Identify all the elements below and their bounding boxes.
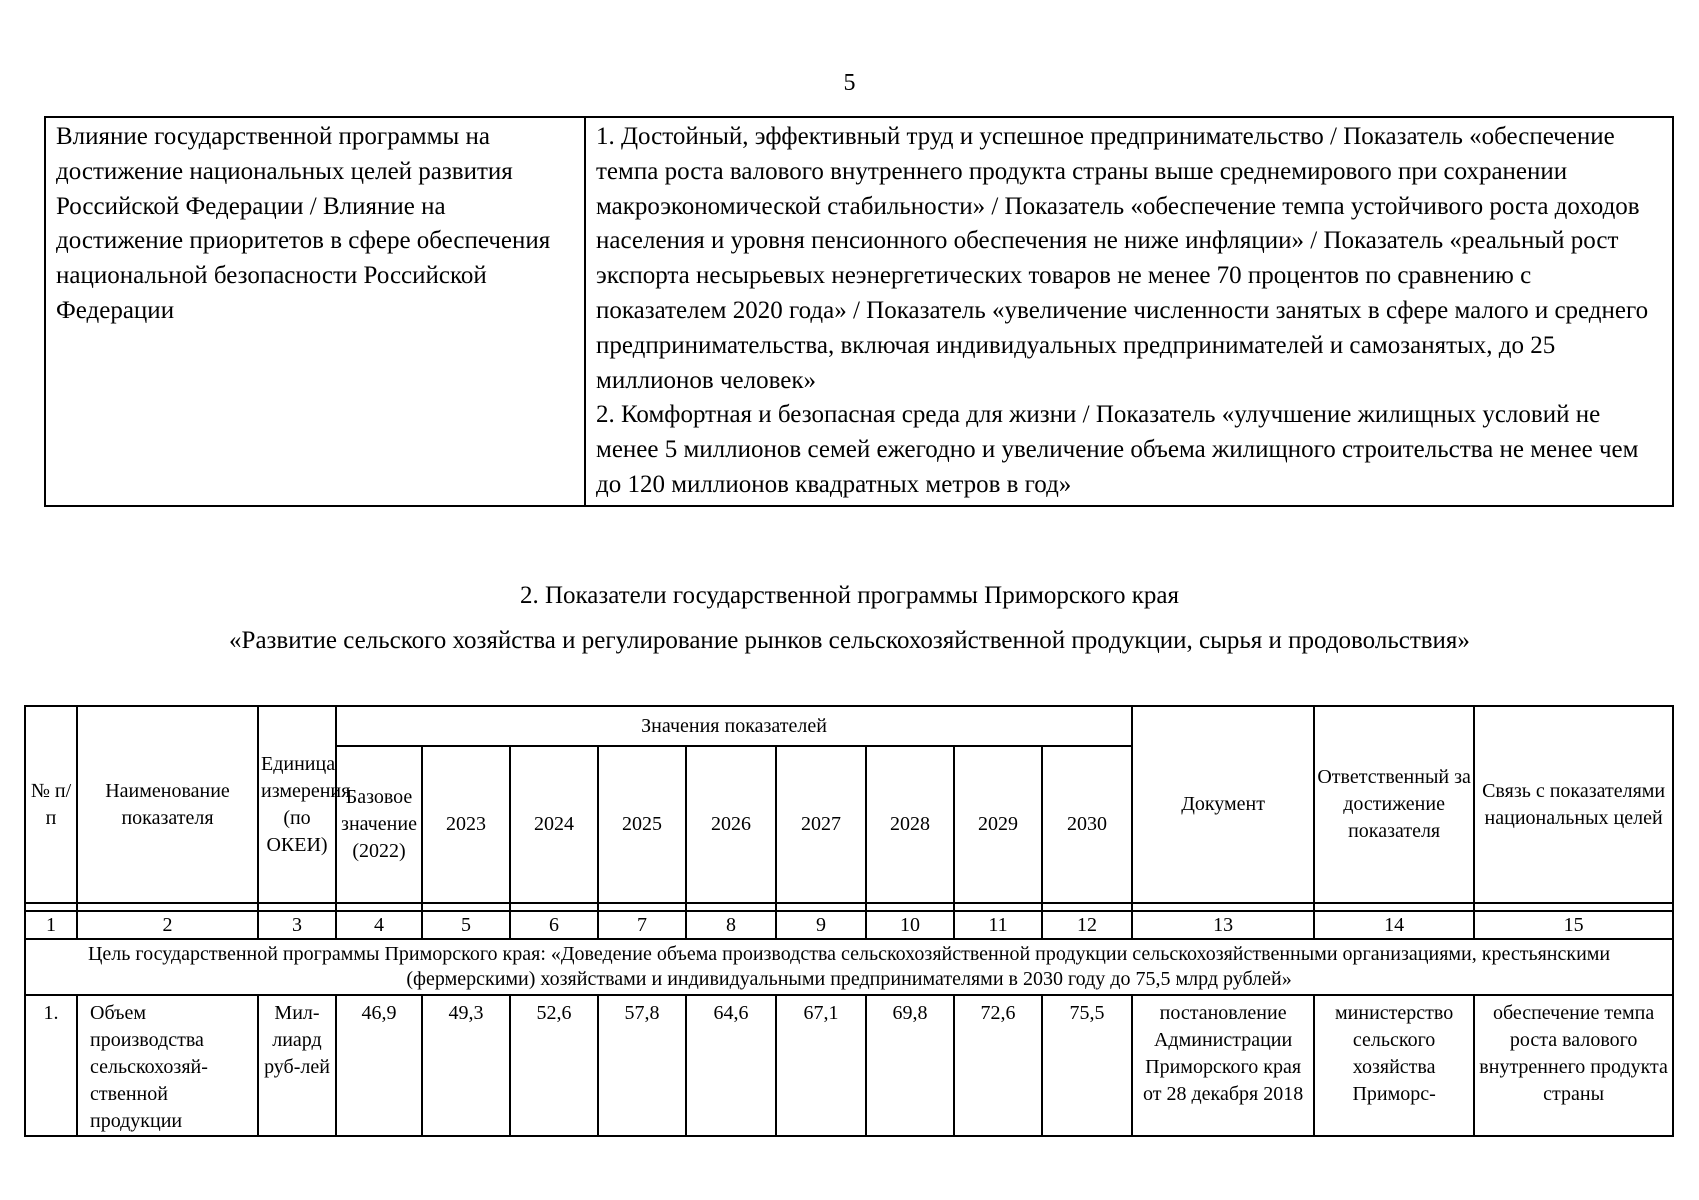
section-title: 2. Показатели государственной программы Приморского края [519,582,1180,609]
header-responsible: Ответственный за достижение показателя [1314,706,1474,903]
header-document: Документ [1132,706,1314,903]
column-number: 11 [954,911,1042,939]
row-name: Объем производства сельскохозяй-ственной продукции [77,995,258,1136]
row-responsible: министерство сельского хозяйства Приморс- [1314,995,1474,1136]
indicators-table [24,705,1674,1137]
column-number: 15 [1474,911,1673,939]
column-number: 5 [422,911,510,939]
column-number: 8 [686,911,776,939]
row-value: 72,6 [954,995,1042,1136]
row-num: 1. [25,995,77,1136]
header-num: № п/п [25,706,77,903]
header-year: 2025 [598,746,686,903]
header-year: 2027 [776,746,866,903]
table-row [25,995,1673,1136]
header-year: 2028 [866,746,954,903]
row-link: обеспечение темпа роста валового внутреннего продукта страны [1474,995,1673,1136]
page-number: 5 [843,70,856,96]
national-goal-1: 1. Достойный, эффективный труд и успешное предпринимательство / Показатель «обеспечение темпа роста валового внутреннего продукта страны выше среднемирового при сохранении макроэкономической стабильности» / Показатель «обеспечение темпа устойчивого роста доходов населения и уровня пенсионного обеспечения не ниже инфляции» / Показатель «реальный рост экспорта несырьевых неэнергетических товаров не менее 70 процентов по сравнению с показателем 2020 года» / Показатель «увеличение численности занятых в сфере малого и среднего предпринимательства, включая индивидуальных предпринимателей и самозанятых, до 25 миллионов человек» [596,123,1649,394]
column-number: 13 [1132,911,1314,939]
national-goal-2: 2. Комфортная и безопасная среда для жизни / Показатель «улучшение жилищных условий не менее 5 миллионов семей ежегодно и увеличение объема жилищного строительства не менее чем до 120 миллионов квадратных метров в год» [596,401,1639,498]
row-value: 64,6 [686,995,776,1136]
column-number: 1 [25,911,77,939]
row-value: 49,3 [422,995,510,1136]
program-goal: Цель государственной программы Приморского края: «Доведение объема производства сельскохозяйственной продукции сельскохозяйственными организациями, крестьянскими (фермерскими) хозяйствами и индивидуальными предпринимателями в 2030 году до 75,5 млрд рублей» [25,939,1673,995]
column-numbers-row [25,911,1673,939]
header-base: Базовое значение (2022) [336,746,422,903]
row-unit: Мил-лиард руб-лей [258,995,336,1136]
header-values-group: Значения показателей [336,706,1132,746]
row-document: постановление Администрации Приморского края от 28 декабря 2018 [1132,995,1314,1136]
row-value: 57,8 [598,995,686,1136]
national-goals-table [44,116,1674,507]
row-value: 46,9 [336,995,422,1136]
section-subtitle: «Развитие сельского хозяйства и регулирование рынков сельскохозяйственной продукции, сырья и продовольствия» [229,627,1470,654]
header-unit: Единица измерения (по ОКЕИ) [258,706,336,903]
national-goals-content [585,117,1673,506]
header-year: 2029 [954,746,1042,903]
header-year: 2026 [686,746,776,903]
header-link: Связь с показателями национальных целей [1474,706,1673,903]
column-number: 3 [258,911,336,939]
row-value: 69,8 [866,995,954,1136]
column-number: 6 [510,911,598,939]
column-number: 4 [336,911,422,939]
column-number: 12 [1042,911,1132,939]
header-name: Наименование показателя [77,706,258,903]
header-year: 2023 [422,746,510,903]
column-number: 9 [776,911,866,939]
row-value: 52,6 [510,995,598,1136]
row-value: 75,5 [1042,995,1132,1136]
column-number: 2 [77,911,258,939]
national-goals-label: Влияние государственной программы на достижение национальных целей развития Российской Федерации / Влияние на достижение приоритетов в сфере обеспечения национальной безопасности Российской Федерации [45,117,585,506]
row-value: 67,1 [776,995,866,1136]
header-year: 2030 [1042,746,1132,903]
column-number: 10 [866,911,954,939]
header-year: 2024 [510,746,598,903]
column-number: 7 [598,911,686,939]
column-number: 14 [1314,911,1474,939]
